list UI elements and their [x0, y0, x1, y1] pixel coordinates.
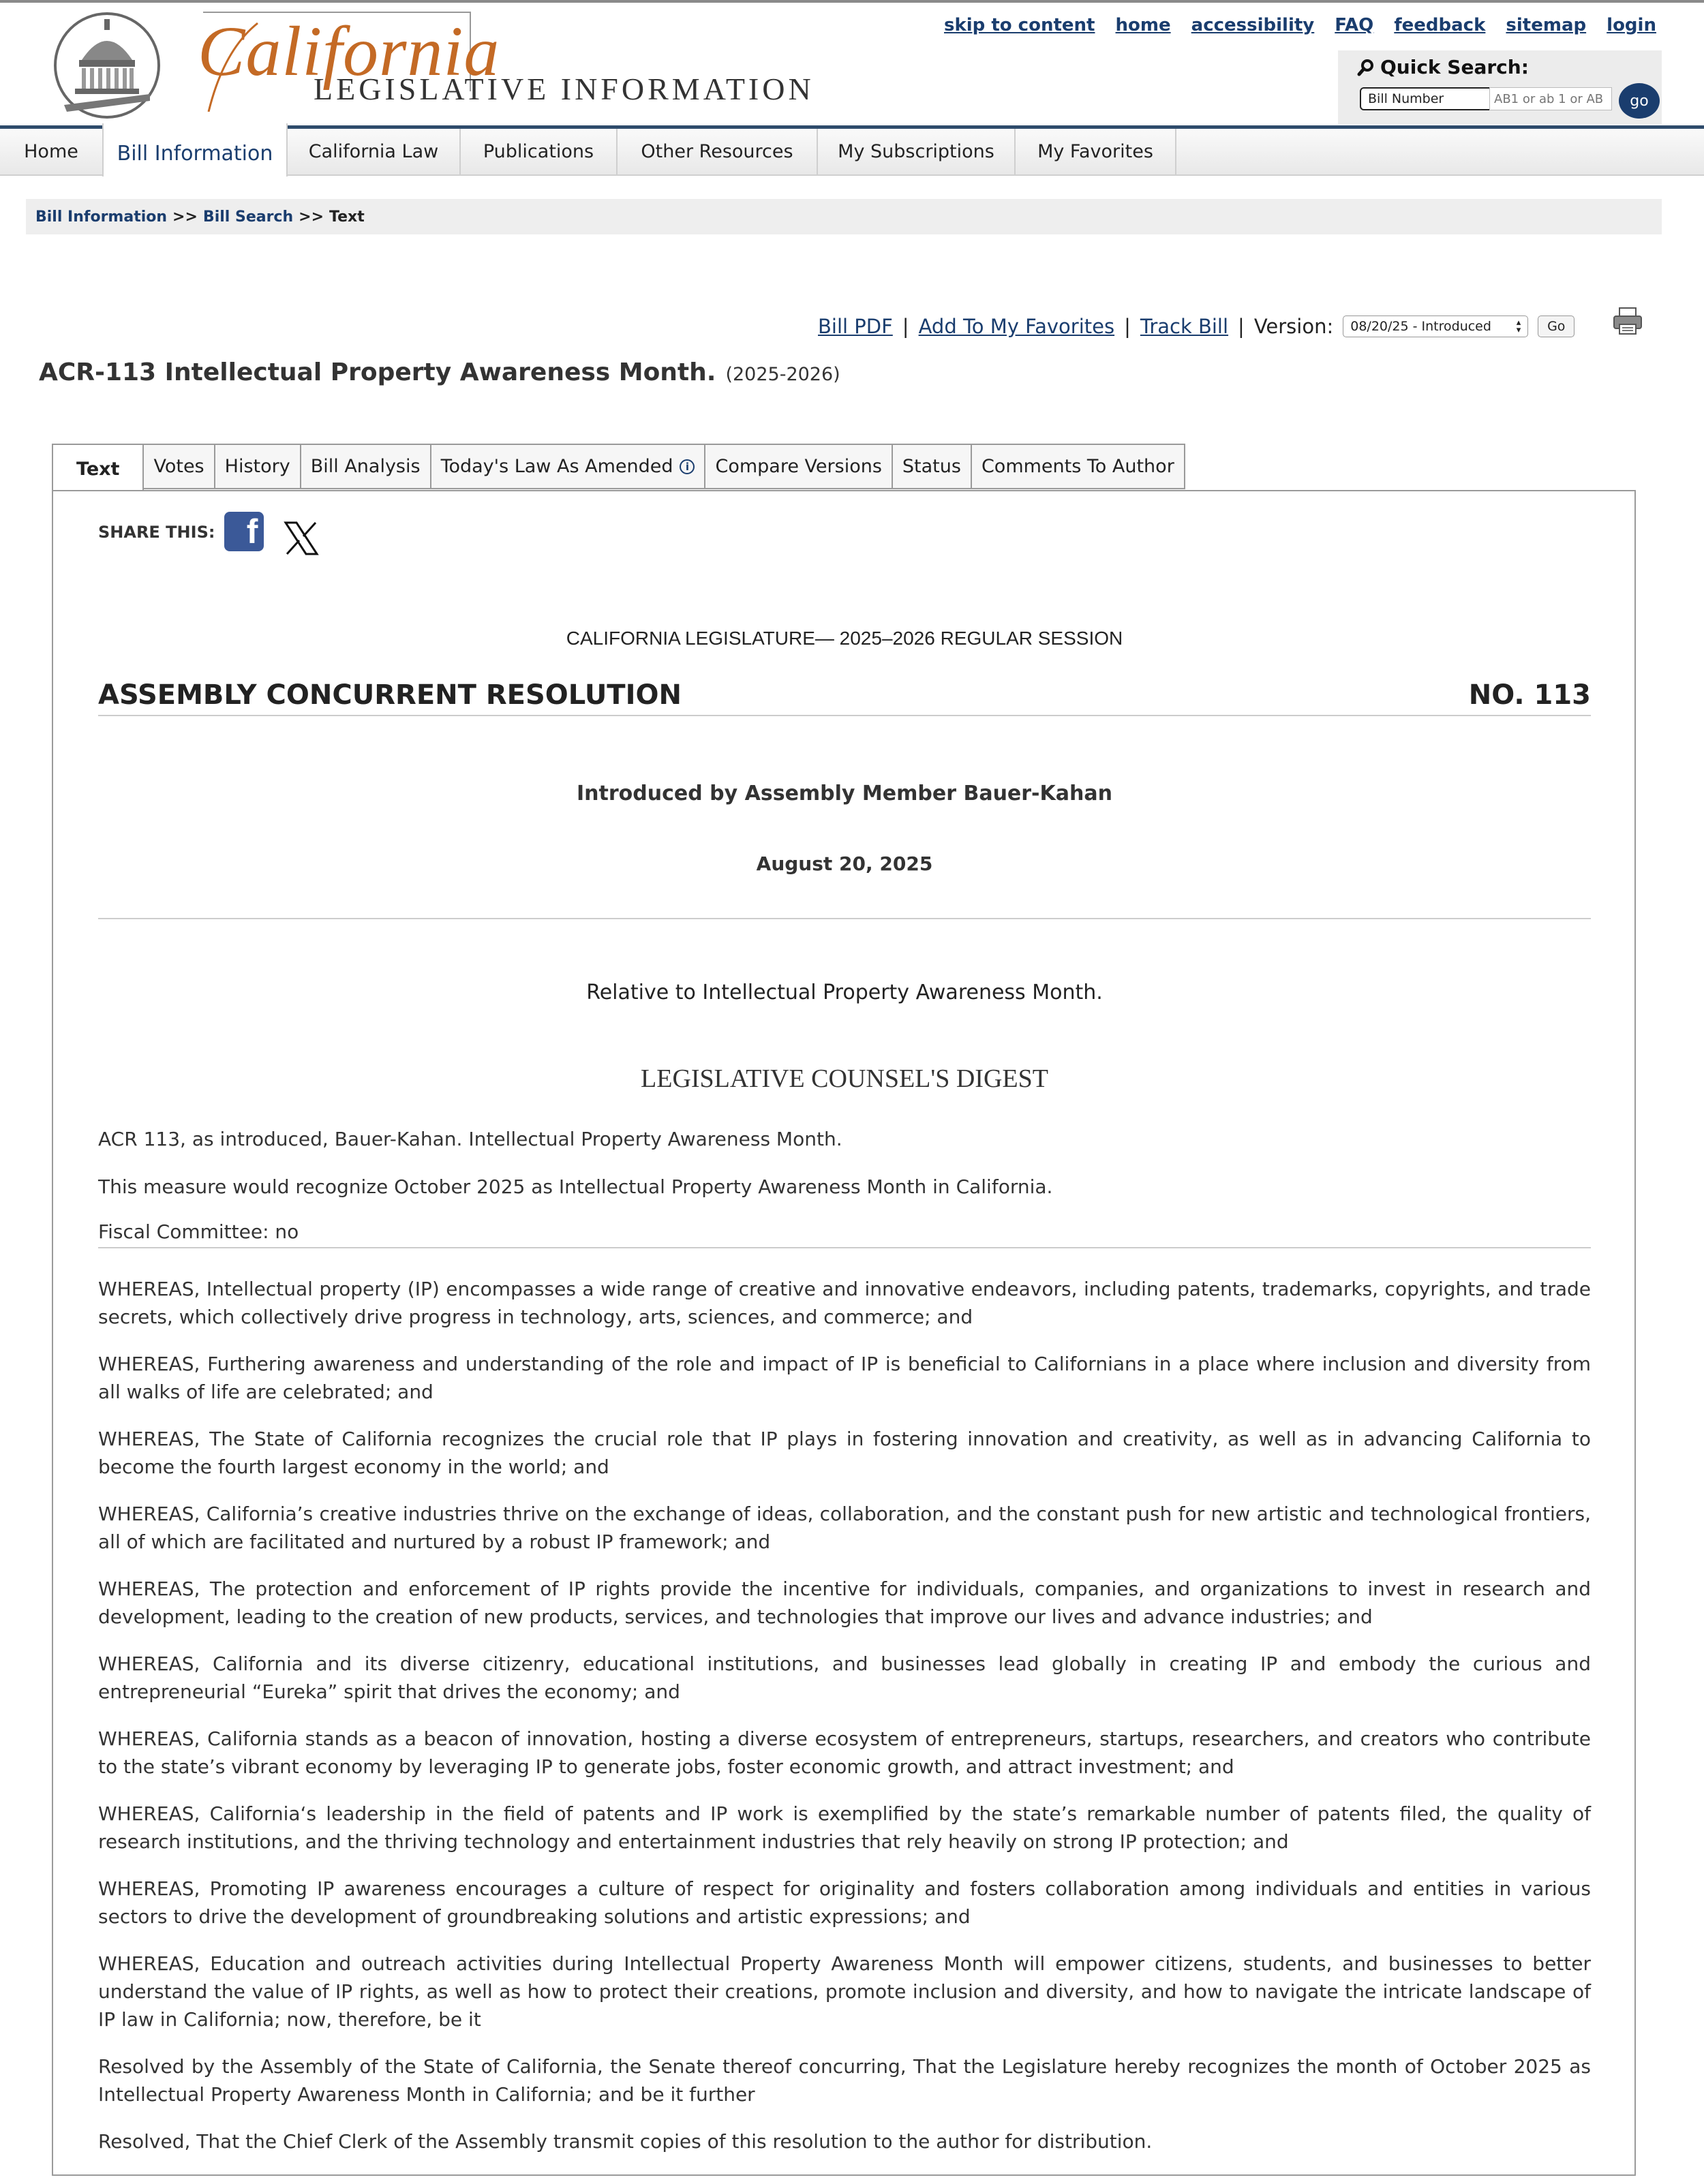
- brand-subtitle[interactable]: LEGISLATIVE INFORMATION: [314, 72, 815, 106]
- tab-votes[interactable]: Votes: [144, 444, 215, 489]
- whereas-clause: WHEREAS, California‘s leadership in the field of patents and IP work is exemplified by the state’s remarkable number of patents filed, the quality of research institutions, and the thriving technology and entertainment industries that rely heavily on strong IP protection; and: [98, 1802, 1591, 1853]
- search-icon: [1357, 59, 1375, 76]
- digest-summary: ACR 113, as introduced, Bauer-Kahan. Intellectual Property Awareness Month.: [98, 1128, 842, 1150]
- quick-search-panel: [1338, 50, 1662, 124]
- whereas-clause: WHEREAS, Furthering awareness and understanding of the role and impact of IP is beneficial to Californians in a place where inclusion and diversity from all walks of life are celebrated; and: [98, 1353, 1591, 1403]
- toolbar-separator: |: [1124, 315, 1131, 338]
- quick-search-label: [1357, 56, 1529, 78]
- tab-text[interactable]: Text: [52, 444, 144, 493]
- bill-toolbar: [818, 315, 1574, 338]
- bill-type-select-value: Bill Number: [1368, 91, 1444, 106]
- toolbar-separator: |: [1238, 315, 1245, 338]
- top-links: [944, 15, 1656, 35]
- whereas-clause: WHEREAS, Intellectual property (IP) encompasses a wide range of creative and innovative endeavors, including patents, trademarks, copyrights, and trade secrets, which collectively drive progress in technology, arts, sciences, and commerce; and: [98, 1278, 1591, 1328]
- digest-measure: This measure would recognize October 2025 as Intellectual Property Awareness Month in California.: [98, 1175, 1053, 1198]
- breadcrumb: [26, 199, 1662, 234]
- main-nav: [0, 125, 1704, 176]
- quick-search-label-text: Quick Search:: [1380, 56, 1529, 78]
- info-icon[interactable]: i: [680, 459, 695, 474]
- bill-title-text: ACR-113 Intellectual Property Awareness Month.: [39, 358, 716, 386]
- top-link-skip-to-content[interactable]: skip to content: [944, 15, 1095, 35]
- session-line: CALIFORNIA LEGISLATURE— 2025–2026 REGULAR SESSION: [566, 628, 1123, 649]
- tab-todays-law-label: Today's Law As Amended: [440, 456, 673, 477]
- site-header: [0, 3, 1704, 125]
- version-select[interactable]: [1343, 316, 1528, 337]
- divider: [98, 918, 1591, 919]
- whereas-clause: WHEREAS, Promoting IP awareness encourages a culture of respect for originality and fosters collaboration among individuals and entities in various sectors to drive the development of groundbreaking solutions and artistic expressions; and: [98, 1877, 1591, 1928]
- breadcrumb-current: Text: [329, 208, 365, 226]
- bill-number-input[interactable]: [1489, 87, 1612, 110]
- select-arrows-icon: ▴ ▾: [1516, 318, 1521, 335]
- resolved-clause: Resolved by the Assembly of the State of California, the Senate thereof concurring, That the Legislature hereby recognizes the month of October 2025 as Intellectual Property Awareness Month in California; and be it further: [98, 2055, 1591, 2106]
- share-bar: [98, 512, 320, 551]
- bill-text-panel: [52, 490, 1636, 2176]
- bill-title: [39, 358, 840, 386]
- whereas-clause: WHEREAS, California and its diverse citizenry, educational institutions, and businesses lead globally in creating IP and embody the curious and entrepreneurial “Eureka” spirit that drives the economy; and: [98, 1652, 1591, 1703]
- top-link-feedback[interactable]: feedback: [1394, 15, 1486, 35]
- tab-comments-to-author[interactable]: Comments To Author: [972, 444, 1185, 489]
- bill-tabs: [52, 444, 1185, 491]
- top-link-login[interactable]: login: [1607, 15, 1656, 35]
- x-icon[interactable]: [283, 520, 320, 557]
- tab-history[interactable]: History: [215, 444, 301, 489]
- breadcrumb-bill-search[interactable]: Bill Search: [202, 208, 294, 226]
- bill-session: (2025-2026): [725, 364, 840, 385]
- version-go-button[interactable]: Go: [1538, 316, 1574, 337]
- top-link-sitemap[interactable]: sitemap: [1506, 15, 1587, 35]
- whereas-clause: WHEREAS, California’s creative industries thrive on the exchange of ideas, collaboration, and the constant push for new artistic and technological frontiers, all of which are facilitated and nurtured by a robust IP framework; and: [98, 1503, 1591, 1553]
- breadcrumb-separator: >>: [299, 208, 324, 226]
- brand-script[interactable]: California: [198, 12, 500, 91]
- tab-compare-versions[interactable]: Compare Versions: [705, 444, 892, 489]
- introduced-by: Introduced by Assembly Member Bauer-Kahan: [577, 782, 1112, 805]
- version-label: Version:: [1253, 315, 1334, 338]
- whereas-clause: WHEREAS, The protection and enforcement of IP rights provide the incentive for individuals, companies, and organizations to invest in research and development, leading to the creation of new products, services, and technologies that improve our lives and advance industries; and: [98, 1578, 1591, 1628]
- resolution-type: ASSEMBLY CONCURRENT RESOLUTION: [98, 679, 682, 711]
- print-icon[interactable]: [1613, 307, 1643, 335]
- whereas-clause: WHEREAS, The State of California recognizes the crucial role that IP plays in fostering innovation and creativity, as well as in advancing California to become the fourth largest economy in the world; and: [98, 1428, 1591, 1478]
- capitol-dome-icon[interactable]: [50, 12, 164, 119]
- facebook-icon[interactable]: f: [224, 512, 264, 551]
- introduced-date: August 20, 2025: [756, 852, 933, 875]
- top-link-accessibility[interactable]: accessibility: [1191, 15, 1315, 35]
- fiscal-committee: Fiscal Committee: no: [98, 1218, 1591, 1248]
- tab-status[interactable]: Status: [893, 444, 972, 489]
- resolution-heading: [98, 679, 1591, 716]
- tab-bill-analysis[interactable]: Bill Analysis: [301, 444, 431, 489]
- whereas-clause: WHEREAS, California stands as a beacon of innovation, hosting a diverse ecosystem of entrepreneurs, startups, researchers, and creators who contribute to the state’s vibrant economy by leveraging IP to generate jobs, foster economic growth, and attract investment; and: [98, 1727, 1591, 1778]
- toolbar-separator: |: [902, 315, 909, 338]
- nav-item-my-subscriptions[interactable]: My Subscriptions: [818, 129, 1016, 174]
- whereas-clause: WHEREAS, Education and outreach activities during Intellectual Property Awareness Month will empower citizens, students, and businesses to better understand the value of IP rights, as well as how to protect their creations, promote inclusion and diversity, and how to navigate the intricate landscape of IP law in California; now, therefore, be it: [98, 1952, 1591, 2031]
- relative-to: Relative to Intellectual Property Awareness Month.: [586, 981, 1103, 1004]
- digest-title: LEGISLATIVE COUNSEL'S DIGEST: [641, 1064, 1048, 1093]
- nav-item-publications[interactable]: Publications: [461, 129, 618, 174]
- breadcrumb-bill-information[interactable]: Bill Information: [35, 208, 168, 226]
- quick-search-go-button[interactable]: go: [1619, 83, 1660, 119]
- bill-pdf-link[interactable]: Bill PDF: [818, 315, 893, 338]
- top-link-home[interactable]: home: [1115, 15, 1171, 35]
- add-to-favorites-link[interactable]: Add To My Favorites: [918, 315, 1115, 338]
- breadcrumb-separator: >>: [172, 208, 198, 226]
- share-label: SHARE THIS:: [98, 523, 215, 542]
- resolution-number: NO. 113: [1468, 679, 1591, 711]
- nav-item-home[interactable]: Home: [0, 129, 104, 174]
- nav-item-bill-information[interactable]: Bill Information: [102, 123, 288, 176]
- tab-todays-law-as-amended[interactable]: [431, 444, 706, 489]
- version-select-value: 08/20/25 - Introduced: [1350, 319, 1491, 334]
- resolution-body: [98, 1275, 1591, 2174]
- top-link-faq[interactable]: FAQ: [1335, 15, 1374, 35]
- nav-item-california-law[interactable]: California Law: [288, 129, 461, 174]
- nav-item-other-resources[interactable]: Other Resources: [618, 129, 818, 174]
- track-bill-link[interactable]: Track Bill: [1140, 315, 1229, 338]
- resolved-clause: Resolved, That the Chief Clerk of the Assembly transmit copies of this resolution to the author for distribution.: [98, 2130, 1153, 2153]
- nav-item-my-favorites[interactable]: My Favorites: [1016, 129, 1176, 174]
